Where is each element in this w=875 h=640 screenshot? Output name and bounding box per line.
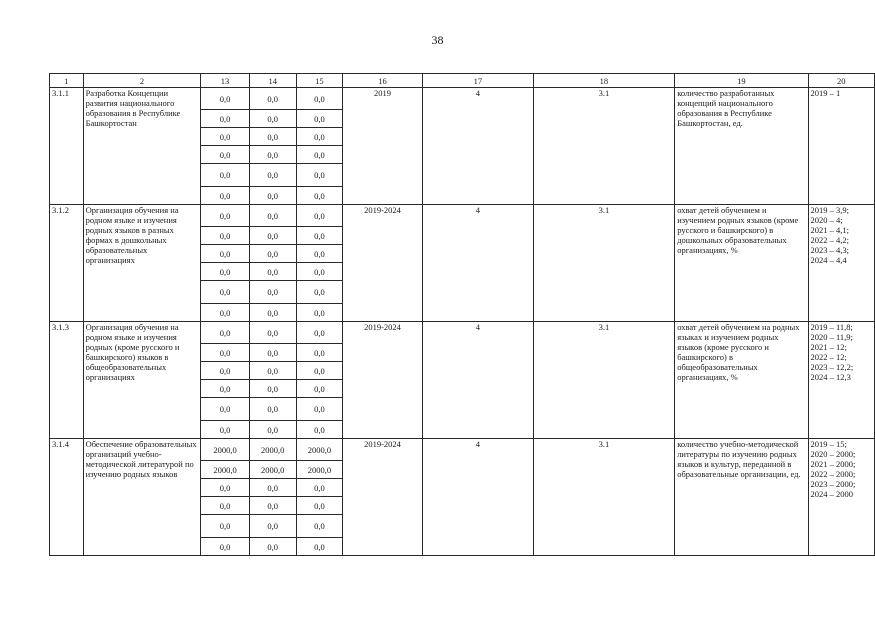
- funding-value-col-15: 2000,0: [296, 461, 342, 479]
- indicator-year-value: 2024 – 12,3: [810, 372, 851, 382]
- activity-name: Организация обучения на родном языке и изучения родных языков в разных формах в дошкольных образовательных организациях: [83, 205, 201, 322]
- indicator-year-value: 2023 – 4,3;: [810, 245, 849, 255]
- funding-value-col-13: 2000,0: [201, 461, 249, 479]
- funding-value-col-13: 0,0: [201, 263, 249, 281]
- indicator-year-value: 2023 – 12,2;: [810, 362, 854, 372]
- indicator-number: 3.1: [533, 205, 675, 322]
- page-number: 38: [431, 33, 444, 47]
- indicator-year-value: 2019 – 15;: [810, 439, 847, 449]
- funding-value-col-14: 0,0: [249, 322, 296, 344]
- funding-value-col-14: 0,0: [249, 88, 296, 110]
- funding-value-col-15: 0,0: [296, 362, 342, 380]
- funding-value-col-14: 0,0: [249, 227, 296, 245]
- header-col-14: 14: [249, 74, 296, 88]
- funding-value-col-15: 0,0: [296, 187, 342, 205]
- indicator-values-by-year: [808, 88, 875, 205]
- task-number: 4: [423, 322, 534, 439]
- funding-value-col-13: 0,0: [201, 146, 249, 164]
- funding-value-col-14: 0,0: [249, 479, 296, 497]
- funding-value-col-15: 0,0: [296, 479, 342, 497]
- row-code: 3.1.4: [50, 439, 84, 556]
- header-col-18: 18: [533, 74, 675, 88]
- row-code: 3.1.2: [50, 205, 84, 322]
- task-number: 4: [423, 439, 534, 556]
- header-col-15: 15: [296, 74, 342, 88]
- funding-value-col-13: 0,0: [201, 205, 249, 227]
- funding-value-col-15: 0,0: [296, 263, 342, 281]
- indicator-year-value: 2019 – 1: [810, 88, 841, 98]
- implementation-period: 2019-2024: [343, 205, 423, 322]
- row-code: 3.1.3: [50, 322, 84, 439]
- funding-value-col-13: 0,0: [201, 304, 249, 322]
- funding-value-col-14: 0,0: [249, 164, 296, 187]
- indicator-description: количество учебно-методической литературы по изучению родных языков и культур, переданной в образовательные организации, ед.: [675, 439, 808, 556]
- indicator-year-value: 2024 – 4,4: [810, 255, 847, 265]
- row-code: 3.1.1: [50, 88, 84, 205]
- funding-value-col-13: 0,0: [201, 538, 249, 556]
- indicator-year-value: 2020 – 2000;: [810, 449, 856, 459]
- funding-value-col-15: 0,0: [296, 128, 342, 146]
- header-col-16: 16: [343, 74, 423, 88]
- indicator-number: 3.1: [533, 439, 675, 556]
- header-row: [50, 74, 875, 88]
- funding-value-col-15: 0,0: [296, 538, 342, 556]
- indicator-year-value: 2021 – 4,1;: [810, 225, 849, 235]
- activity-name: Организация обучения на родном языке и изучения родных (кроме русского и башкирского) языков в общеобразовательных организациях: [83, 322, 201, 439]
- funding-value-col-13: 0,0: [201, 281, 249, 304]
- funding-value-col-13: 0,0: [201, 322, 249, 344]
- funding-value-col-15: 0,0: [296, 421, 342, 439]
- funding-value-col-15: 0,0: [296, 245, 342, 263]
- funding-value-col-14: 0,0: [249, 515, 296, 538]
- indicator-number: 3.1: [533, 322, 675, 439]
- funding-value-col-13: 0,0: [201, 227, 249, 245]
- funding-value-col-14: 0,0: [249, 538, 296, 556]
- funding-value-col-15: 0,0: [296, 227, 342, 245]
- funding-value-col-15: 0,0: [296, 515, 342, 538]
- funding-value-col-14: 0,0: [249, 205, 296, 227]
- table-row: [50, 88, 875, 110]
- activity-name: Обеспечение образовательных организаций учебно-методической литературой по изучению родных языков: [83, 439, 201, 556]
- indicator-values-by-year: [808, 322, 875, 439]
- implementation-period: 2019: [343, 88, 423, 205]
- header-col-13: 13: [201, 74, 249, 88]
- funding-value-col-13: 0,0: [201, 88, 249, 110]
- indicator-year-value: 2020 – 4;: [810, 215, 843, 225]
- indicator-description: охват детей обучением на родных языках и изучением родных языков (кроме русского и башкирского) в общеобразовательных организациях, %: [675, 322, 808, 439]
- task-number: 4: [423, 205, 534, 322]
- indicator-number: 3.1: [533, 88, 675, 205]
- funding-value-col-15: 0,0: [296, 110, 342, 128]
- funding-value-col-15: 0,0: [296, 304, 342, 322]
- funding-value-col-13: 2000,0: [201, 439, 249, 461]
- funding-value-col-14: 0,0: [249, 245, 296, 263]
- indicator-values-by-year: [808, 205, 875, 322]
- funding-value-col-15: 0,0: [296, 146, 342, 164]
- table-row: [50, 322, 875, 344]
- funding-value-col-15: 0,0: [296, 380, 342, 398]
- program-table: [49, 73, 875, 556]
- funding-value-col-15: 0,0: [296, 205, 342, 227]
- funding-value-col-15: 0,0: [296, 164, 342, 187]
- header-col-1: 1: [50, 74, 84, 88]
- task-number: 4: [423, 88, 534, 205]
- header-col-19: 19: [675, 74, 808, 88]
- funding-value-col-15: 0,0: [296, 88, 342, 110]
- funding-value-col-13: 0,0: [201, 479, 249, 497]
- funding-value-col-13: 0,0: [201, 187, 249, 205]
- funding-value-col-14: 0,0: [249, 362, 296, 380]
- indicator-description: охват детей обучением и изучением родных языков (кроме русского и башкирского) в дошкольных образовательных организациях, %: [675, 205, 808, 322]
- header-col-17: 17: [423, 74, 534, 88]
- indicator-year-value: 2022 – 12;: [810, 352, 847, 362]
- funding-value-col-13: 0,0: [201, 164, 249, 187]
- funding-value-col-15: 0,0: [296, 344, 342, 362]
- funding-value-col-14: 2000,0: [249, 439, 296, 461]
- funding-value-col-13: 0,0: [201, 515, 249, 538]
- funding-value-col-13: 0,0: [201, 128, 249, 146]
- funding-value-col-15: 0,0: [296, 398, 342, 421]
- funding-value-col-14: 0,0: [249, 497, 296, 515]
- indicator-year-value: 2019 – 3,9;: [810, 205, 849, 215]
- table-body: [50, 88, 875, 556]
- indicator-year-value: 2021 – 12;: [810, 342, 847, 352]
- indicator-year-value: 2022 – 2000;: [810, 469, 856, 479]
- funding-value-col-14: 0,0: [249, 263, 296, 281]
- indicator-year-value: 2020 – 11,9;: [810, 332, 853, 342]
- indicator-year-value: 2021 – 2000;: [810, 459, 856, 469]
- funding-value-col-15: 0,0: [296, 281, 342, 304]
- table-row: [50, 439, 875, 461]
- funding-value-col-13: 0,0: [201, 245, 249, 263]
- indicator-year-value: 2019 – 11,8;: [810, 322, 853, 332]
- funding-value-col-15: 2000,0: [296, 439, 342, 461]
- funding-value-col-13: 0,0: [201, 362, 249, 380]
- funding-value-col-13: 0,0: [201, 110, 249, 128]
- indicator-year-value: 2024 – 2000: [810, 489, 853, 499]
- funding-value-col-14: 2000,0: [249, 461, 296, 479]
- implementation-period: 2019-2024: [343, 322, 423, 439]
- indicator-values-by-year: [808, 439, 875, 556]
- funding-value-col-14: 0,0: [249, 304, 296, 322]
- funding-value-col-14: 0,0: [249, 187, 296, 205]
- funding-value-col-13: 0,0: [201, 344, 249, 362]
- implementation-period: 2019-2024: [343, 439, 423, 556]
- funding-value-col-14: 0,0: [249, 344, 296, 362]
- funding-value-col-14: 0,0: [249, 380, 296, 398]
- header-col-20: 20: [808, 74, 875, 88]
- funding-value-col-14: 0,0: [249, 398, 296, 421]
- funding-value-col-14: 0,0: [249, 421, 296, 439]
- funding-value-col-13: 0,0: [201, 421, 249, 439]
- header-col-2: 2: [83, 74, 201, 88]
- funding-value-col-13: 0,0: [201, 380, 249, 398]
- funding-value-col-14: 0,0: [249, 110, 296, 128]
- funding-value-col-15: 0,0: [296, 322, 342, 344]
- indicator-description: количество разработанных концепций национального образования в Республике Башкортостан, ед.: [675, 88, 808, 205]
- funding-value-col-14: 0,0: [249, 146, 296, 164]
- funding-value-col-13: 0,0: [201, 497, 249, 515]
- funding-value-col-14: 0,0: [249, 128, 296, 146]
- funding-value-col-14: 0,0: [249, 281, 296, 304]
- activity-name: Разработка Концепции развития национального образования в Республике Башкортостан: [83, 88, 201, 205]
- funding-value-col-13: 0,0: [201, 398, 249, 421]
- table-row: [50, 205, 875, 227]
- funding-value-col-15: 0,0: [296, 497, 342, 515]
- indicator-year-value: 2023 – 2000;: [810, 479, 856, 489]
- indicator-year-value: 2022 – 4,2;: [810, 235, 849, 245]
